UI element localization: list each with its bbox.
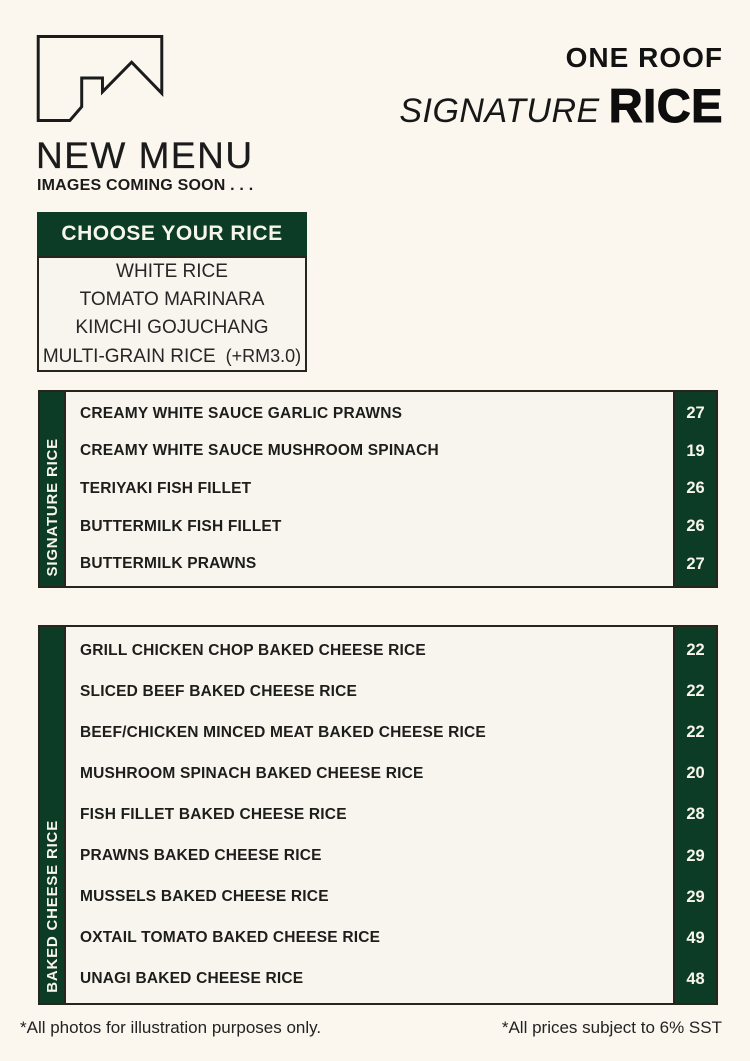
title-rice: RICE — [608, 79, 723, 132]
page-title — [399, 42, 723, 133]
menu-item-price: 19 — [686, 441, 705, 460]
menu-item-row — [66, 959, 673, 1000]
menu-item-name: CREAMY WHITE SAUCE GARLIC PRAWNS — [80, 404, 403, 422]
menu-item-price: 27 — [686, 554, 705, 573]
menu-item-name: UNAGI BAKED CHEESE RICE — [80, 970, 304, 988]
rice-option-label: MULTI-GRAIN RICE — [42, 345, 216, 367]
menu-item-row — [66, 918, 673, 959]
rice-option-note: (+RM3.0) — [225, 345, 302, 366]
title-signature: SIGNATURE — [399, 92, 600, 130]
rice-option-label: KIMCHI GOJUCHANG — [75, 316, 269, 338]
menu-item-name: CREAMY WHITE SAUCE MUSHROOM SPINACH — [80, 442, 439, 460]
rice-options-list — [37, 256, 307, 372]
menu-item-name: MUSHROOM SPINACH BAKED CHEESE RICE — [80, 764, 424, 782]
signature-rice-section-bar — [40, 392, 64, 586]
section-label-signature-rice: SIGNATURE RICE — [43, 437, 61, 576]
menu-item-row — [66, 836, 673, 877]
menu-item-name: TERIYAKI FISH FILLET — [80, 479, 252, 497]
new-menu-title: NEW MENU — [36, 135, 254, 176]
menu-item-price: 26 — [686, 479, 705, 498]
menu-item-row — [66, 753, 673, 794]
menu-item-price: 26 — [686, 517, 705, 536]
menu-item-price: 49 — [686, 928, 705, 947]
menu-item-name: BUTTERMILK FISH FILLET — [80, 517, 282, 535]
baked-cheese-rice-items — [64, 627, 675, 1003]
baked-cheese-rice-prices — [675, 627, 716, 1003]
brand-name: ONE ROOF — [565, 42, 723, 73]
rice-option — [39, 314, 305, 342]
menu-item-price: 28 — [686, 805, 705, 824]
menu-item-price: 22 — [686, 682, 705, 701]
menu-item-row — [66, 545, 673, 583]
menu-item-price: 48 — [686, 969, 705, 988]
menu-item-name: BEEF/CHICKEN MINCED MEAT BAKED CHEESE RICE — [80, 723, 486, 741]
menu-item-row — [66, 630, 673, 671]
menu-item-row — [66, 508, 673, 546]
menu-item-name: BUTTERMILK PRAWNS — [80, 555, 257, 573]
menu-item-row — [66, 433, 673, 471]
footer-notes — [20, 1018, 722, 1038]
menu-item-price: 22 — [686, 723, 705, 742]
photos-disclaimer: *All photos for illustration purposes only. — [20, 1018, 322, 1037]
rice-option-label: TOMATO MARINARA — [79, 288, 265, 310]
choose-your-rice-header: CHOOSE YOUR RICE — [37, 212, 307, 256]
baked-cheese-rice-section — [38, 625, 718, 1005]
signature-rice-items — [64, 392, 675, 586]
menu-item-name: OXTAIL TOMATO BAKED CHEESE RICE — [80, 929, 381, 947]
signature-rice-prices — [675, 392, 716, 586]
rice-option — [39, 258, 305, 286]
menu-item-row — [66, 395, 673, 433]
rice-option — [39, 342, 305, 371]
menu-item-row — [66, 877, 673, 918]
menu-item-name: FISH FILLET BAKED CHEESE RICE — [80, 805, 347, 823]
rice-option-label: WHITE RICE — [116, 260, 228, 282]
title-line — [399, 78, 723, 133]
sst-disclaimer: *All prices subject to 6% SST — [501, 1018, 722, 1037]
menu-item-row — [66, 470, 673, 508]
menu-item-name: MUSSELS BAKED CHEESE RICE — [80, 888, 329, 906]
menu-item-price: 29 — [686, 887, 705, 906]
baked-cheese-rice-section-bar — [40, 627, 64, 1003]
menu-item-name: PRAWNS BAKED CHEESE RICE — [80, 847, 322, 865]
menu-item-price: 29 — [686, 846, 705, 865]
menu-item-row — [66, 712, 673, 753]
menu-item-name: GRILL CHICKEN CHOP BAKED CHEESE RICE — [80, 641, 426, 659]
signature-rice-section — [38, 390, 718, 588]
house-roof-outline-icon — [36, 35, 164, 122]
menu-item-row — [66, 671, 673, 712]
menu-item-price: 22 — [686, 641, 705, 660]
menu-item-price: 20 — [686, 764, 705, 783]
section-label-baked-cheese-rice: BAKED CHEESE RICE — [43, 820, 61, 993]
rice-option — [39, 286, 305, 314]
menu-item-row — [66, 794, 673, 835]
menu-item-price: 27 — [686, 404, 705, 423]
images-coming-soon-text: IMAGES COMING SOON . . . — [37, 177, 254, 194]
menu-item-name: SLICED BEEF BAKED CHEESE RICE — [80, 682, 358, 700]
